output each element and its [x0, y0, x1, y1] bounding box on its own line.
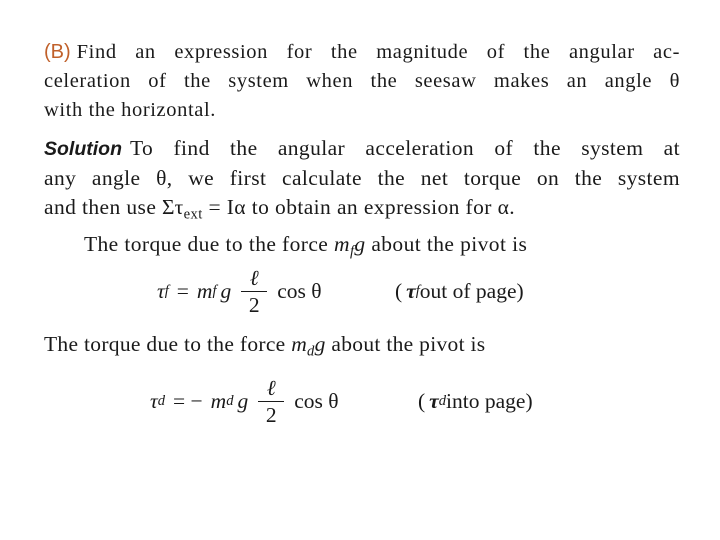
torque-d-text-b: about the pivot is [325, 332, 486, 356]
solution-text-3b: = Iα to obtain an expression for α. [202, 195, 516, 219]
torque-f-expression [157, 258, 322, 324]
mass-d-symbol: m [210, 388, 227, 413]
solution-line-1 [44, 134, 680, 164]
torque-d-expression [150, 368, 339, 434]
solution-text-1: To find the angular acceleration of the system at [129, 136, 680, 160]
length-fraction-2 [258, 375, 284, 428]
torque-d-sentence [44, 330, 680, 367]
note-tau-f-subscript: f [415, 282, 420, 299]
g-symbol: g [220, 278, 232, 303]
equals-minus-sign: = − [173, 388, 203, 413]
note-tau-d-subscript: d [438, 392, 447, 409]
solution-mass-subscript: f [349, 243, 355, 260]
mass-f-symbol: m [196, 278, 213, 303]
cosine-term: cos θ [277, 278, 322, 303]
note-tau-d-symbol: τ [429, 388, 439, 413]
solution-label: Solution [44, 138, 122, 160]
torque-d-mass-subscript: d [307, 343, 315, 360]
mass-f-subscript: f [212, 282, 217, 299]
equals-sign: = [176, 278, 189, 303]
tau-f-subscript: f [164, 282, 169, 299]
part-b-label: (B) [44, 41, 71, 63]
torque-d-direction-note [418, 368, 533, 434]
torque-d-text-a: The torque due to the force [44, 332, 292, 356]
tau-f-symbol: τ [157, 278, 165, 303]
fraction-denominator-2: 2 [265, 402, 277, 427]
tau-d-subscript: d [157, 392, 166, 409]
solution-text-4a: The torque due to the force [84, 231, 334, 256]
solution-text-3a: and then use Στ [44, 195, 184, 219]
note-open-paren-2: ( [418, 388, 426, 413]
torque-f-direction-note [395, 258, 524, 324]
fraction-denominator: 2 [248, 292, 260, 317]
solution-paragraph [44, 134, 680, 266]
solution-text-4b: about the pivot is [365, 231, 528, 256]
part-b-line-2: celeration of the system when the seesaw makes an angle θ [44, 70, 680, 92]
solution-line-4 [44, 230, 680, 267]
note-out-of-page: out of page) [419, 278, 524, 303]
part-b-text-1: Find an expression for the magnitude of the angular ac- [76, 41, 680, 63]
tau-d-symbol: τ [150, 388, 158, 413]
note-open-paren: ( [395, 278, 403, 303]
part-b-line-3: with the horizontal. [44, 99, 216, 121]
mass-d-subscript: d [226, 392, 234, 409]
solution-line-2: any angle θ, we first calculate the net torque on the system [44, 166, 680, 190]
g-symbol-2: g [237, 388, 249, 413]
solution-mass-symbol: m [334, 231, 350, 256]
solution-line-3 [44, 193, 680, 230]
part-b-line-1 [44, 38, 680, 67]
solution-ext-subscript: ext [183, 206, 203, 223]
length-fraction [241, 265, 267, 318]
torque-d-g-symbol: g [314, 332, 326, 356]
fraction-numerator-2: ℓ [266, 375, 276, 400]
torque-d-mass-symbol: m [291, 332, 308, 356]
note-into-page: into page) [446, 388, 533, 413]
solution-g-symbol: g [354, 231, 366, 256]
note-tau-f-symbol: τ [406, 278, 416, 303]
fraction-numerator: ℓ [249, 265, 259, 290]
part-b-question [44, 38, 680, 125]
cosine-term-2: cos θ [294, 388, 339, 413]
